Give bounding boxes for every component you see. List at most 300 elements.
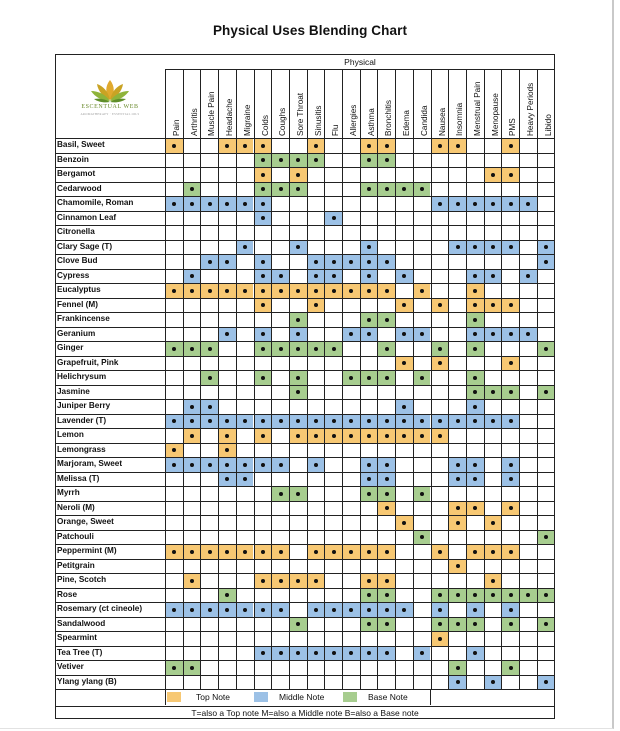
use-dot <box>367 289 371 293</box>
use-dot <box>225 202 229 206</box>
grid-cell <box>200 618 218 633</box>
grid-cell <box>183 284 201 299</box>
grid-cell <box>289 516 307 531</box>
use-dot <box>473 376 477 380</box>
use-dot <box>332 260 336 264</box>
grid-cell <box>466 618 484 633</box>
grid-cell <box>324 516 342 531</box>
grid-cell <box>519 154 537 169</box>
grid-cell <box>236 458 254 473</box>
grid-cell <box>183 603 201 618</box>
grid-cell <box>342 154 360 169</box>
use-dot <box>367 608 371 612</box>
grid-cell <box>431 212 449 227</box>
use-dot <box>314 550 318 554</box>
use-dot <box>190 550 194 554</box>
use-dot <box>420 187 424 191</box>
use-dot <box>456 622 460 626</box>
grid-cell <box>254 255 272 270</box>
grid-cell <box>342 342 360 357</box>
use-dot <box>332 550 336 554</box>
use-dot <box>261 651 265 655</box>
use-dot <box>509 202 513 206</box>
grid-cell <box>413 270 431 285</box>
grid-cell <box>200 473 218 488</box>
grid-cell <box>183 574 201 589</box>
grid-cell <box>484 545 502 560</box>
use-dot <box>473 274 477 278</box>
grid-cell <box>537 255 555 270</box>
grid-cell <box>484 415 502 430</box>
grid-cell <box>307 444 325 459</box>
use-dot <box>367 318 371 322</box>
use-dot <box>491 680 495 684</box>
grid-cell <box>307 676 325 691</box>
grid-cell <box>466 270 484 285</box>
use-dot <box>473 318 477 322</box>
grid-cell <box>271 328 289 343</box>
legend-separator <box>165 690 166 705</box>
grid-cell <box>484 313 502 328</box>
grid-cell <box>236 154 254 169</box>
grid-cell <box>289 502 307 517</box>
use-dot <box>402 419 406 423</box>
grid-cell <box>431 415 449 430</box>
use-dot <box>491 303 495 307</box>
grid-cell <box>395 313 413 328</box>
use-dot <box>385 289 389 293</box>
grid-cell <box>254 560 272 575</box>
grid-cell <box>342 255 360 270</box>
grid-cell <box>431 386 449 401</box>
use-dot <box>261 187 265 191</box>
grid-cell <box>324 487 342 502</box>
grid-cell <box>200 429 218 444</box>
use-dot <box>349 289 353 293</box>
oil-name: Juniper Berry <box>57 401 111 410</box>
grid-cell <box>200 154 218 169</box>
grid-cell <box>342 531 360 546</box>
table-row <box>55 501 555 516</box>
grid-cell <box>200 241 218 256</box>
grid-cell <box>360 502 378 517</box>
grid-cell <box>218 531 236 546</box>
grid-cell <box>484 139 502 154</box>
grid-cell <box>271 197 289 212</box>
grid-cell <box>395 154 413 169</box>
grid-cell <box>448 212 466 227</box>
use-dot <box>208 608 212 612</box>
grid-cell <box>183 212 201 227</box>
use-dot <box>473 608 477 612</box>
grid-cell <box>466 531 484 546</box>
use-dot <box>385 506 389 510</box>
grid-cell <box>218 168 236 183</box>
grid-cell <box>236 444 254 459</box>
grid-cell <box>501 139 519 154</box>
use-dot <box>225 608 229 612</box>
grid-cell <box>271 632 289 647</box>
grid-cell <box>519 603 537 618</box>
grid-cell <box>307 241 325 256</box>
grid-cell <box>537 154 555 169</box>
grid-cell <box>342 574 360 589</box>
grid-cell <box>254 371 272 386</box>
grid-cell <box>271 299 289 314</box>
grid-cell <box>183 458 201 473</box>
grid-cell <box>360 632 378 647</box>
grid-cell <box>289 400 307 415</box>
grid-cell <box>537 183 555 198</box>
use-dot <box>190 463 194 467</box>
grid-cell <box>484 241 502 256</box>
grid-cell <box>395 516 413 531</box>
use-dot <box>456 564 460 568</box>
grid-cell <box>342 139 360 154</box>
column-header <box>218 69 236 138</box>
grid-cell <box>218 574 236 589</box>
grid-cell <box>501 603 519 618</box>
use-dot <box>314 303 318 307</box>
table-row <box>55 138 555 153</box>
grid-cell <box>413 516 431 531</box>
use-dot <box>261 434 265 438</box>
oil-name: Orange, Sweet <box>57 517 114 526</box>
grid-cell <box>165 589 183 604</box>
use-dot <box>491 332 495 336</box>
grid-cell <box>395 284 413 299</box>
table-row <box>55 167 555 182</box>
grid-cell <box>165 516 183 531</box>
grid-cell <box>342 183 360 198</box>
use-dot <box>420 492 424 496</box>
grid-cell <box>218 197 236 212</box>
use-dot <box>172 448 176 452</box>
grid-cell <box>271 676 289 691</box>
grid-cell <box>324 574 342 589</box>
grid-cell <box>537 241 555 256</box>
grid-cell <box>377 371 395 386</box>
oil-name: Vetiver <box>57 662 84 671</box>
grid-cell <box>236 371 254 386</box>
use-dot <box>367 332 371 336</box>
use-dot <box>509 144 513 148</box>
grid-cell <box>183 386 201 401</box>
grid-cell <box>377 429 395 444</box>
grid-cell <box>360 603 378 618</box>
use-dot <box>438 202 442 206</box>
column-header <box>377 69 395 138</box>
grid-cell <box>183 139 201 154</box>
grid-cell <box>537 139 555 154</box>
use-dot <box>420 651 424 655</box>
use-dot <box>243 289 247 293</box>
grid-cell <box>501 342 519 357</box>
grid-cell <box>519 270 537 285</box>
grid-cell <box>413 139 431 154</box>
grid-cell <box>360 226 378 241</box>
grid-cell <box>254 458 272 473</box>
use-dot <box>225 550 229 554</box>
grid-cell <box>254 589 272 604</box>
use-dot <box>491 593 495 597</box>
grid-cell <box>289 574 307 589</box>
grid-cell <box>271 212 289 227</box>
grid-cell <box>218 473 236 488</box>
grid-cell <box>501 255 519 270</box>
grid-cell <box>484 647 502 662</box>
grid-cell <box>519 371 537 386</box>
grid-cell <box>307 342 325 357</box>
use-dot <box>473 622 477 626</box>
grid-cell <box>271 429 289 444</box>
table-row <box>55 486 555 501</box>
grid-cell <box>342 415 360 430</box>
grid-cell <box>183 444 201 459</box>
use-dot <box>367 144 371 148</box>
use-dot <box>243 419 247 423</box>
grid-cell <box>501 531 519 546</box>
use-dot <box>526 202 530 206</box>
oil-name: Cedarwood <box>57 183 102 193</box>
grid-cell <box>431 328 449 343</box>
grid-cell <box>324 386 342 401</box>
use-dot <box>509 622 513 626</box>
grid-cell <box>271 270 289 285</box>
table-row <box>55 588 555 603</box>
column-header <box>448 69 466 138</box>
column-header <box>501 69 519 138</box>
grid-cell <box>466 415 484 430</box>
grid-cell <box>413 313 431 328</box>
use-dot <box>385 260 389 264</box>
use-dot <box>279 289 283 293</box>
grid-cell <box>307 429 325 444</box>
grid-cell <box>236 676 254 691</box>
grid-cell <box>448 357 466 372</box>
grid-cell <box>360 676 378 691</box>
grid-cell <box>289 255 307 270</box>
column-header-label: Muscle Pain <box>207 91 217 136</box>
use-dot <box>190 579 194 583</box>
grid-cell <box>200 255 218 270</box>
column-header-label: Colds <box>260 115 270 136</box>
grid-cell <box>218 270 236 285</box>
grid-cell <box>307 516 325 531</box>
grid-cell <box>377 270 395 285</box>
table-row <box>55 428 555 443</box>
grid-cell <box>165 270 183 285</box>
use-dot <box>296 579 300 583</box>
grid-cell <box>377 400 395 415</box>
grid-cell <box>236 400 254 415</box>
logo <box>58 76 162 136</box>
use-dot <box>385 651 389 655</box>
grid-cell <box>360 545 378 560</box>
column-header <box>236 69 254 138</box>
grid-cell <box>519 487 537 502</box>
grid-cell <box>307 661 325 676</box>
grid-cell <box>448 226 466 241</box>
column-header-label: Asthma <box>366 108 376 136</box>
grid-cell <box>218 603 236 618</box>
grid-cell <box>431 574 449 589</box>
grid-cell <box>200 183 218 198</box>
use-dot <box>367 651 371 655</box>
table-row <box>55 370 555 385</box>
grid-cell <box>519 415 537 430</box>
grid-cell <box>165 197 183 212</box>
use-dot <box>509 593 513 597</box>
use-dot <box>509 463 513 467</box>
grid-cell <box>431 618 449 633</box>
use-dot <box>314 289 318 293</box>
grid-cell <box>466 241 484 256</box>
grid-cell <box>324 502 342 517</box>
use-dot <box>279 608 283 612</box>
grid-cell <box>165 603 183 618</box>
grid-cell <box>324 284 342 299</box>
grid-cell <box>360 444 378 459</box>
use-dot <box>243 608 247 612</box>
use-dot <box>279 274 283 278</box>
grid-cell <box>200 676 218 691</box>
oil-name: Lavender (T) <box>57 415 107 425</box>
grid-cell <box>413 284 431 299</box>
grid-cell <box>271 589 289 604</box>
use-dot <box>367 622 371 626</box>
grid-cell <box>395 574 413 589</box>
grid-cell <box>395 197 413 212</box>
grid-cell <box>165 473 183 488</box>
oil-name: Spearmint <box>57 633 98 642</box>
table-row <box>55 559 555 574</box>
grid-cell <box>360 429 378 444</box>
column-header-label: Nausea <box>437 107 447 136</box>
chart-title: Physical Uses Blending Chart <box>212 23 408 38</box>
grid-cell <box>254 502 272 517</box>
grid-cell <box>307 154 325 169</box>
grid-cell <box>413 241 431 256</box>
grid-cell <box>360 386 378 401</box>
use-dot <box>172 419 176 423</box>
grid-cell <box>395 473 413 488</box>
grid-cell <box>271 400 289 415</box>
use-dot <box>208 202 212 206</box>
grid-cell <box>271 603 289 618</box>
grid-cell <box>501 574 519 589</box>
grid-cell <box>537 444 555 459</box>
use-dot <box>544 390 548 394</box>
grid-cell <box>395 299 413 314</box>
grid-cell <box>307 502 325 517</box>
grid-cell <box>254 661 272 676</box>
grid-cell <box>501 429 519 444</box>
grid-cell <box>484 197 502 212</box>
use-dot <box>385 434 389 438</box>
grid-cell <box>307 284 325 299</box>
table-row <box>55 341 555 356</box>
use-dot <box>473 405 477 409</box>
grid-cell <box>413 386 431 401</box>
grid-cell <box>236 299 254 314</box>
use-dot <box>385 608 389 612</box>
use-dot <box>509 332 513 336</box>
grid-cell <box>377 560 395 575</box>
grid-cell <box>307 255 325 270</box>
grid-cell <box>289 212 307 227</box>
grid-cell <box>501 647 519 662</box>
oil-name: Melissa (T) <box>57 473 100 483</box>
grid-cell <box>395 139 413 154</box>
grid-cell <box>236 661 254 676</box>
use-dot <box>367 434 371 438</box>
use-dot <box>243 463 247 467</box>
grid-cell <box>183 183 201 198</box>
use-dot <box>402 361 406 365</box>
grid-cell <box>519 139 537 154</box>
grid-cell <box>431 270 449 285</box>
grid-cell <box>519 545 537 560</box>
column-header <box>431 69 449 138</box>
grid-cell <box>200 458 218 473</box>
legend-swatch-top <box>167 692 181 702</box>
use-dot <box>473 477 477 481</box>
table-row <box>55 515 555 530</box>
grid-cell <box>537 415 555 430</box>
grid-cell <box>448 400 466 415</box>
grid-cell <box>537 197 555 212</box>
grid-cell <box>519 313 537 328</box>
grid-cell <box>501 545 519 560</box>
grid-cell <box>254 516 272 531</box>
grid-cell <box>377 342 395 357</box>
grid-cell <box>519 226 537 241</box>
grid-cell <box>289 226 307 241</box>
use-dot <box>438 419 442 423</box>
grid-cell <box>307 183 325 198</box>
grid-cell <box>254 386 272 401</box>
grid-cell <box>218 429 236 444</box>
grid-cell <box>431 255 449 270</box>
grid-cell <box>377 386 395 401</box>
grid-cell <box>183 661 201 676</box>
grid-cell <box>484 357 502 372</box>
grid-cell <box>289 458 307 473</box>
table-row <box>55 153 555 168</box>
use-dot <box>367 260 371 264</box>
use-dot <box>296 419 300 423</box>
grid-cell <box>236 183 254 198</box>
grid-cell <box>413 487 431 502</box>
grid-cell <box>342 226 360 241</box>
grid-cell <box>519 241 537 256</box>
grid-cell <box>413 473 431 488</box>
grid-cell <box>307 545 325 560</box>
grid-cell <box>324 255 342 270</box>
use-dot <box>172 289 176 293</box>
grid-cell <box>289 603 307 618</box>
grid-cell <box>484 429 502 444</box>
column-header-label: Coughs <box>278 107 288 136</box>
use-dot <box>261 550 265 554</box>
table-row <box>55 211 555 226</box>
grid-cell <box>342 444 360 459</box>
grid-cell <box>254 632 272 647</box>
grid-cell <box>200 487 218 502</box>
use-dot <box>208 376 212 380</box>
grid-cell <box>360 400 378 415</box>
